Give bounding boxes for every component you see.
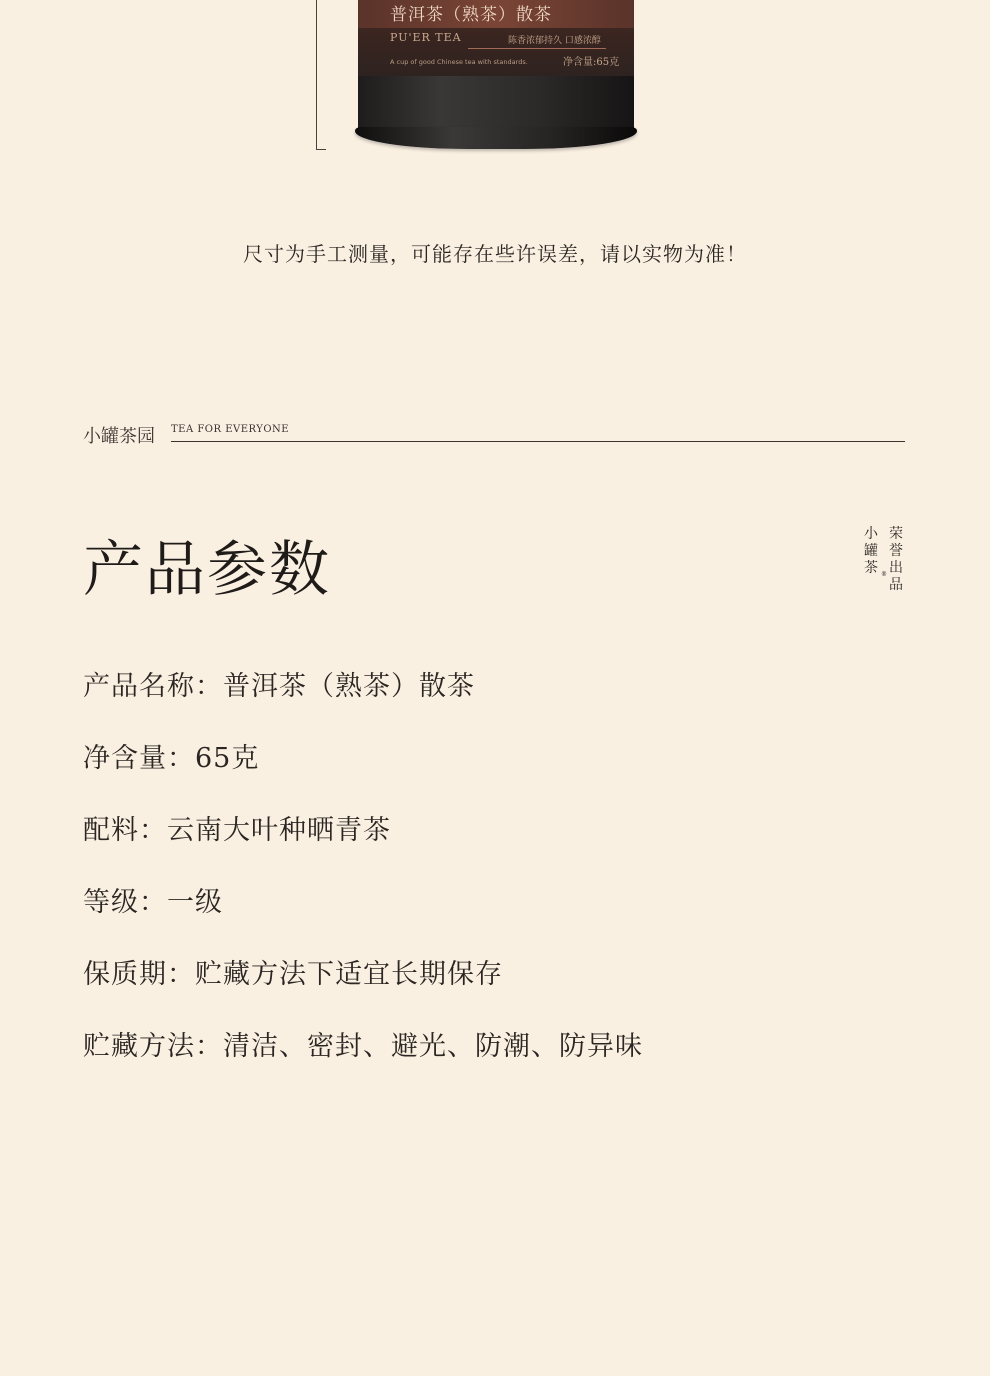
param-label: 贮藏方法: [83, 1031, 195, 1062]
param-value: 贮藏方法下适宜长期保存: [195, 959, 503, 990]
seal-char: 小: [864, 526, 878, 542]
param-row-grade: 等级：一级: [83, 887, 223, 918]
seal-char: 出: [889, 560, 903, 576]
can-rim: [355, 127, 637, 149]
seal-char: 誉: [889, 543, 903, 559]
can-slogan: 陈香浓郁持久 口感浓醇: [508, 36, 601, 46]
param-row-name: 产品名称：普洱茶（熟茶）散茶: [83, 671, 475, 702]
param-value: 一级: [167, 887, 223, 918]
param-value: 普洱茶（熟茶）散茶: [223, 671, 475, 702]
can-tagline: A cup of good Chinese tea with standards.: [390, 58, 528, 66]
param-row-storage: 贮藏方法：清洁、密封、避光、防潮、防异味: [83, 1031, 643, 1062]
param-label: 等级: [83, 887, 139, 918]
param-value: 云南大叶种晒青茶: [167, 815, 391, 846]
can-english-name: PU'ER TEA: [390, 31, 462, 44]
seal-char: 茶: [864, 560, 878, 576]
brand-tagline: TEA FOR EVERYONE: [171, 424, 290, 435]
can-body: [358, 76, 634, 131]
param-row-net-content: 净含量：65克: [83, 743, 260, 774]
can-divider: [468, 48, 606, 49]
param-label: 净含量: [83, 743, 167, 774]
param-label: 保质期: [83, 959, 167, 990]
measurement-note: 尺寸为手工测量，可能存在些许误差，请以实物为准！: [243, 242, 747, 266]
dimension-tick: [316, 149, 326, 150]
brand-seal: [862, 526, 910, 596]
param-label: 配料: [83, 815, 139, 846]
can-net-weight: 净含量:65克: [563, 57, 620, 68]
param-value: 65克: [195, 743, 260, 774]
page-title: 产品参数: [83, 535, 331, 605]
can-product-name: 普洱茶（熟茶）散茶: [390, 5, 552, 25]
seal-char: 罐: [864, 543, 878, 559]
param-value: 清洁、密封、避光、防潮、防异味: [223, 1031, 643, 1062]
seal-char: 品: [889, 577, 903, 593]
param-row-shelf-life: 保质期：贮藏方法下适宜长期保存: [83, 959, 503, 990]
seal-char: 荣: [889, 526, 903, 542]
brand-name: 小罐茶园: [83, 426, 155, 447]
tea-can-image: [355, 0, 637, 152]
section-divider: [171, 441, 905, 442]
param-label: 产品名称: [83, 671, 195, 702]
dimension-line: [316, 0, 317, 150]
param-row-ingredients: 配料：云南大叶种晒青茶: [83, 815, 391, 846]
can-label: [358, 0, 634, 76]
registered-mark: ®: [881, 571, 887, 578]
seal-right-column: [889, 526, 905, 594]
seal-left-column: [864, 526, 880, 577]
